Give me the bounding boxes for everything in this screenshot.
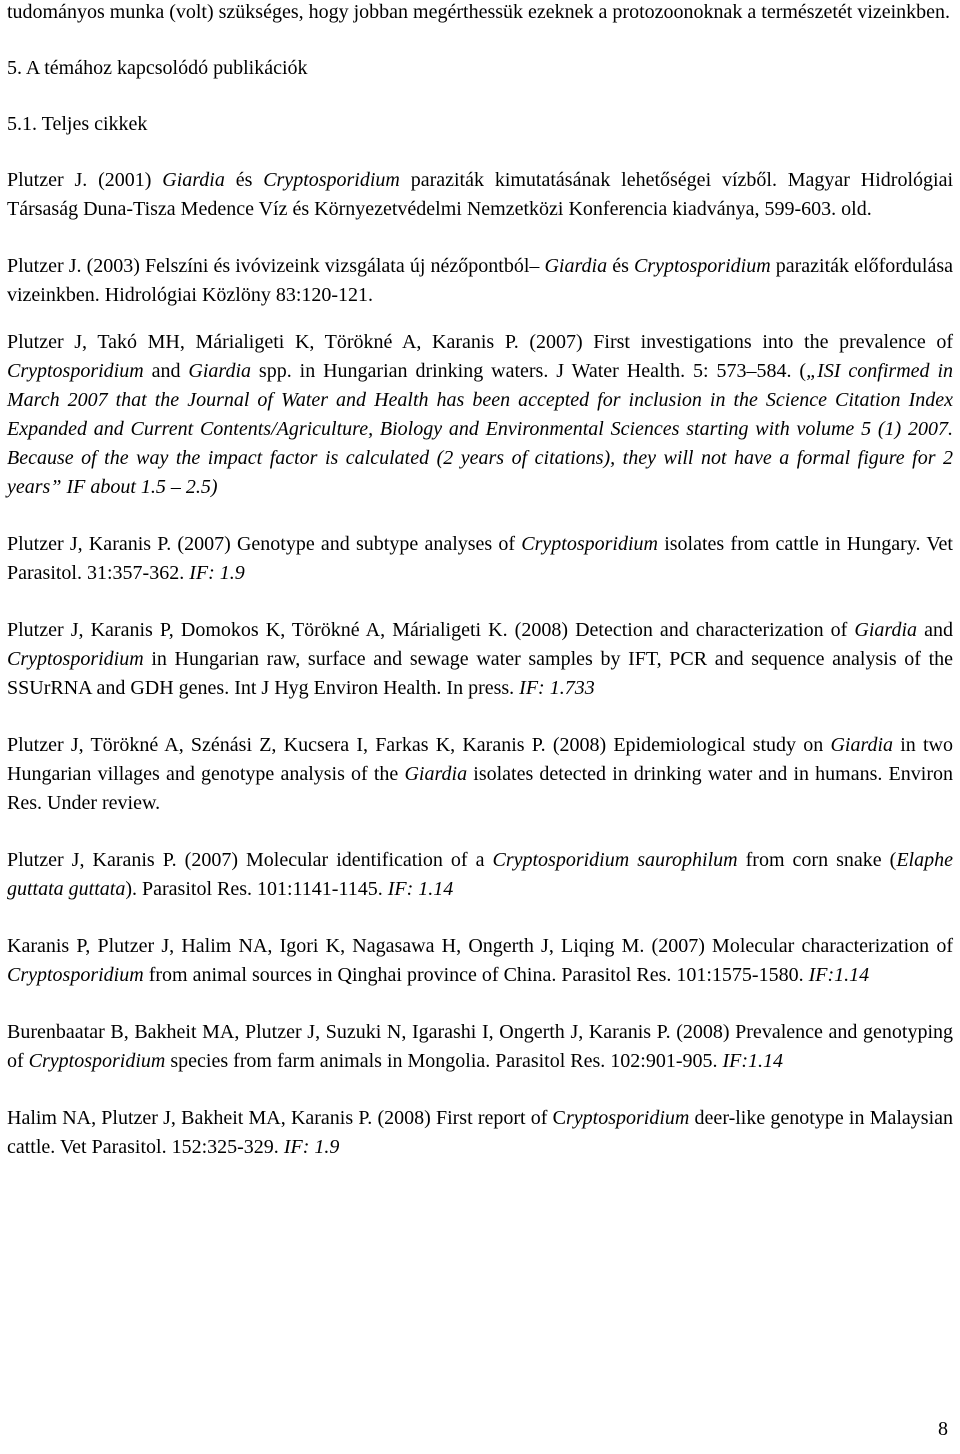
reference-item: Plutzer J, Takó MH, Márialigeti K, Törökné A, Karanis P. (2007) First investigations into the prevalence of Cryptosporidium and Giardia spp. in Hungarian drinking waters. J Water Health. 5: 573–584. („ISI confirmed in March 2007 that the Journal of Water and Health has been accepted for inclusion in the Science Citation Index Expanded and Current Contents/Agriculture, Biology and Environmental Sciences starting with volume 5 (1) 2007. Because of the way the impact factor is calculated (2 years of citations), they will not have a formal figure for 2 years” IF about 1.5 – 2.5) bbox=[7, 331, 953, 498]
page-number: 8 bbox=[938, 1418, 948, 1440]
section-subheading: 5.1. Teljes cikkek bbox=[7, 113, 148, 135]
reference-item: Plutzer J, Karanis P. (2007) Molecular identification of a Cryptosporidium saurophilum from corn snake (Elaphe guttata guttata). Parasitol Res. 101:1141-1145. IF: 1.14 bbox=[7, 849, 953, 900]
reference-item: Plutzer J, Törökné A, Szénási Z, Kucsera I, Farkas K, Karanis P. (2008) Epidemiological study on Giardia in two Hungarian villages and genotype analysis of the Giardia isolates detected in drinking water and in humans. Environ Res. Under review. bbox=[7, 734, 954, 814]
reference-item: Plutzer J, Karanis P, Domokos K, Törökné A, Márialigeti K. (2008) Detection and characterization of Giardia and Cryptosporidium in Hungarian raw, surface and sewage water samples by IFT, PCR and sequence analysis of the SSUrRNA and GDH genes. Int J Hyg Environ Health. In press. IF: 1.733 bbox=[7, 619, 953, 699]
document-page bbox=[7, 0, 953, 1162]
reference-item: Plutzer J. (2003) Felszíni és ivóvizeink vizsgálata új nézőpontból– Giardia és Cryptosporidium paraziták előfordulása vizeinkben. Hidrológiai Közlöny 83:120-121. bbox=[7, 255, 953, 306]
reference-item: Burenbaatar B, Bakheit MA, Plutzer J, Suzuki N, Igarashi I, Ongerth J, Karanis P. (2008) Prevalence and genotyping of Cryptosporidium species from farm animals in Mongolia. Parasitol Res. 102:901-905. IF:1.14 bbox=[7, 1021, 953, 1072]
reference-item: Plutzer J. (2001) Giardia és Cryptosporidium paraziták kimutatásának lehetőségei vízből. Magyar Hidrológiai Társaság Duna-Tisza Medence Víz és Környezetvédelmi Nemzetközi Konferencia kiadványa, 599-603. old. bbox=[7, 169, 953, 220]
reference-item: Karanis P, Plutzer J, Halim NA, Igori K, Nagasawa H, Ongerth J, Liqing M. (2007) Molecular characterization of Cryptosporidium from animal sources in Qinghai province of China. Parasitol Res. 101:1575-1580. IF:1.14 bbox=[7, 935, 953, 986]
section-heading: 5. A témához kapcsolódó publikációk bbox=[7, 57, 308, 79]
intro-paragraph: tudományos munka (volt) szükséges, hogy jobban megérthessük ezeknek a protozoonoknak a természetét vizeinkben. bbox=[7, 1, 951, 23]
reference-item: Halim NA, Plutzer J, Bakheit MA, Karanis P. (2008) First report of Cryptosporidium deer-like genotype in Malaysian cattle. Vet Parasitol. 152:325-329. IF: 1.9 bbox=[7, 1107, 954, 1158]
reference-item: Plutzer J, Karanis P. (2007) Genotype and subtype analyses of Cryptosporidium isolates from cattle in Hungary. Vet Parasitol. 31:357-362. IF: 1.9 bbox=[7, 533, 953, 584]
